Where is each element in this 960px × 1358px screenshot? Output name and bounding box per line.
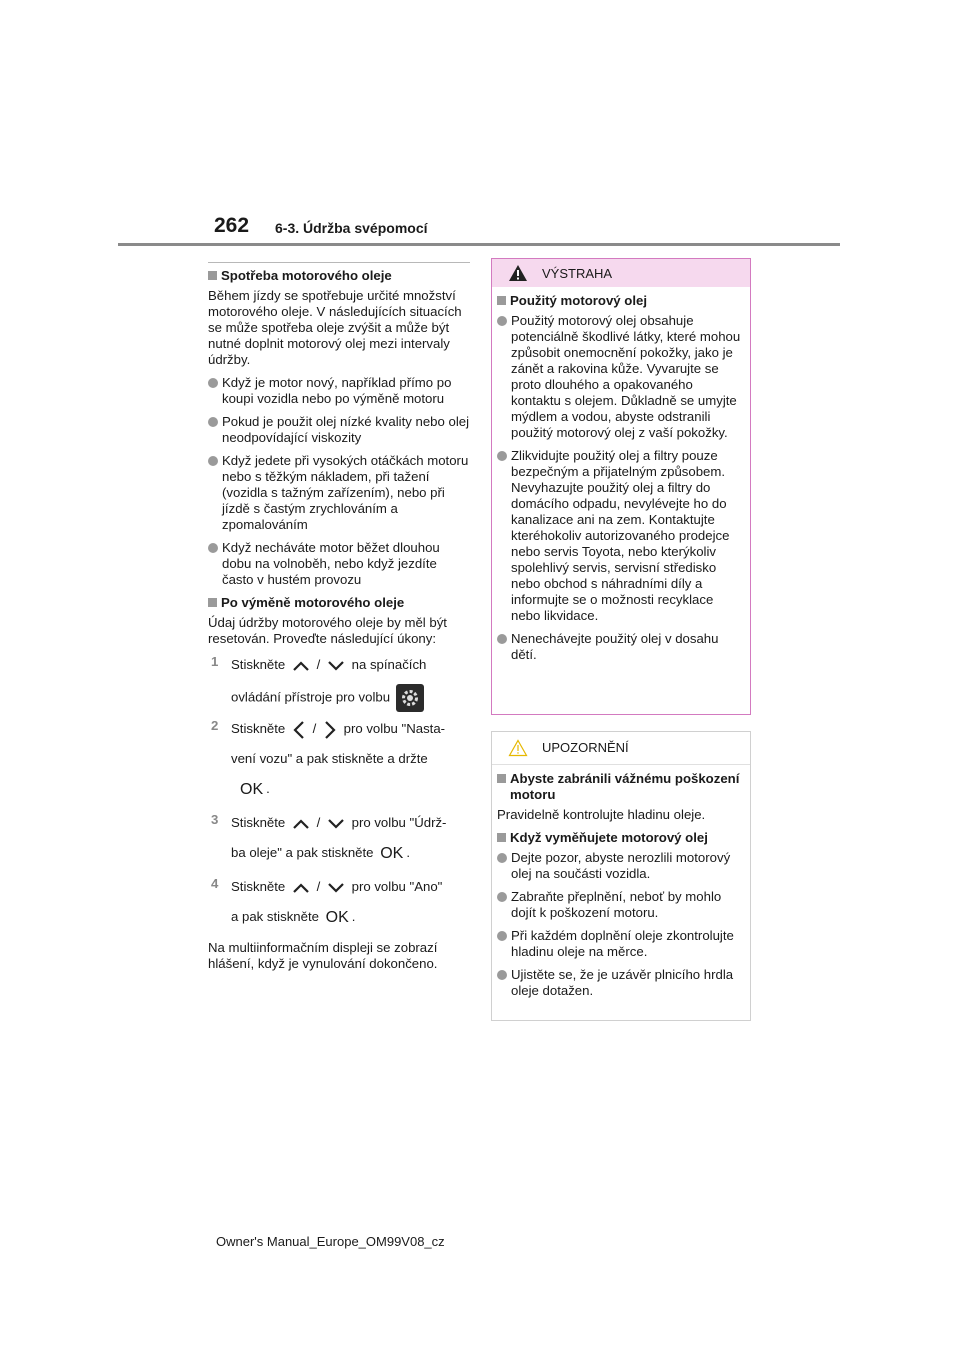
list-item (497, 889, 745, 921)
step-line (231, 718, 470, 748)
list-item (208, 375, 470, 407)
step-text: pro volbu "Údrž- (351, 815, 447, 830)
bullet-icon (497, 970, 507, 980)
step-2 (208, 718, 470, 808)
ok-icon: OK (380, 844, 404, 862)
step-text: a pak stiskněte (231, 909, 319, 924)
closing-text: Na multiinformačním displeji se zobrazí hlášení, když je vynulování dokončeno. (208, 940, 438, 971)
step-text: pro volbu "Nasta- (343, 721, 446, 736)
ok-icon: OK (240, 780, 264, 798)
step-text: Stiskněte (231, 657, 286, 672)
list-item (208, 414, 470, 446)
divider (208, 262, 470, 263)
step-number: 4 (211, 876, 219, 891)
left-column (208, 262, 470, 979)
square-bullet-icon (208, 271, 217, 280)
step-number: 2 (211, 718, 219, 733)
step-line (231, 748, 470, 778)
step-line (231, 876, 470, 906)
square-bullet-icon (497, 774, 506, 783)
step-4 (208, 876, 470, 936)
step-line (231, 778, 470, 808)
list-item-text: Když necháváte motor běžet dlouhou dobu na volnoběh, nebo když jezdíte často v hustém provozu (222, 540, 440, 587)
step-text: Stiskněte (231, 879, 286, 894)
section-heading-text: Po výměně motorového oleje (221, 595, 405, 610)
bullet-icon (497, 931, 507, 941)
step-line (231, 684, 470, 714)
chevron-up-icon (291, 817, 311, 831)
caution-header (492, 732, 750, 765)
consumption-text: Během jízdy se spotřebuje určité množství motorového oleje. V následujících situacích se může spotřeba oleje zvýšit a může být nutné doplnit motorový olej mezi intervaly údržby. (208, 288, 462, 367)
step-line (231, 654, 470, 684)
list-item (208, 540, 470, 588)
list-item-text: Pokud je použit olej nízké kvality nebo olej neodpovídající viskozity (222, 414, 470, 445)
list-item (497, 967, 745, 999)
section-heading-oil-change (497, 830, 745, 846)
warning-title: VÝSTRAHA (542, 266, 613, 281)
step-text: ovládání přístroje pro volbu (231, 689, 391, 705)
section-heading-prevent-damage (497, 771, 745, 803)
bullet-icon (208, 417, 218, 427)
section-heading-consumption (208, 268, 470, 284)
chevron-down-icon (326, 659, 346, 673)
list-item-text: Při každém doplnění oleje zkontrolujte hladinu oleje na měrce. (511, 928, 734, 959)
section-heading-used-oil (497, 293, 745, 309)
step-text: . (351, 909, 356, 924)
list-item-text: Zlikvidujte použitý olej a filtry pouze bezpečným a přijatelným způsobem. Nevyhazujte použitý olej a filtry do domácího odpadu, nevylévejte ho do kanalizace ani na zem. Kontaktujte kteréhokoliv autorizovaného prodejce nebo servis Toyota, nebo kterýkoliv spolehlivý servis, servisní středisko nebo obchod s náhradními díly a informujte se o možnosti recyklace nebo likvidace. (511, 448, 730, 623)
square-bullet-icon (497, 833, 506, 842)
list-item-text: Zabraňte přeplnění, neboť by mohlo dojít k poškození motoru. (511, 889, 722, 920)
section-title: 6-3. Údržba svépomocí (275, 220, 428, 236)
list-item-text: Použitý motorový olej obsahuje potenciálně škodlivé látky, které mohou způsobit onemocnění pokožky, jako je zánět a rakovina kůže. Vyvarujte se proto dlouhého a opakovaného kontaktu s olejem. Důkladně se umyjte mýdlem a vodou, abyste odstranili použitý motorový olej z vaší pokožky. (511, 313, 741, 440)
step-line (231, 842, 470, 872)
bullet-icon (497, 316, 507, 326)
step-text: Stiskněte (231, 721, 286, 736)
step-3 (208, 812, 470, 872)
step-number: 3 (211, 812, 219, 827)
caution-box (491, 731, 751, 1021)
list-item (497, 850, 745, 882)
section-heading-after-change (208, 595, 470, 611)
bullet-icon (208, 543, 218, 553)
page-number: 262 (214, 214, 250, 237)
after-change-text: Údaj údržby motorového oleje by měl být resetován. Proveďte následující úkony: (208, 615, 447, 646)
bullet-icon (497, 892, 507, 902)
chevron-left-icon (291, 719, 307, 741)
step-line (231, 906, 470, 936)
gear-icon (396, 684, 424, 712)
separator: / (312, 721, 317, 736)
chevron-down-icon (326, 881, 346, 895)
caution-text: Pravidelně kontrolujte hladinu oleje. (497, 807, 706, 822)
square-bullet-icon (208, 598, 217, 607)
list-item-text: Dejte pozor, abyste nerozlili motorový olej na součásti vozidla. (511, 850, 731, 881)
section-heading-text: Když vyměňujete motorový olej (510, 830, 708, 845)
warning-header (492, 259, 750, 287)
step-1 (208, 654, 470, 714)
bullet-icon (208, 378, 218, 388)
section-heading-text: Abyste zabránili vážnému poškození motoru (510, 771, 740, 802)
list-item-text: Nenechávejte použitý olej v dosahu dětí. (511, 631, 719, 662)
chevron-right-icon (322, 719, 338, 741)
square-bullet-icon (497, 296, 506, 305)
step-line (231, 812, 470, 842)
bullet-icon (497, 451, 507, 461)
section-heading-text: Spotřeba motorového oleje (221, 268, 392, 283)
step-text: . (266, 781, 270, 796)
ok-icon: OK (325, 908, 349, 926)
step-text: na spínačích (351, 657, 427, 672)
bullet-icon (208, 456, 218, 466)
step-text: vení vozu" a pak stiskněte a držte (231, 751, 428, 766)
caution-body (492, 765, 750, 999)
warning-triangle-icon (508, 264, 528, 282)
list-item (497, 631, 745, 663)
chevron-up-icon (291, 881, 311, 895)
step-text: ba oleje" a pak stiskněte (231, 845, 374, 860)
caution-title: UPOZORNĚNÍ (542, 740, 629, 755)
warning-box (491, 258, 751, 715)
step-text: Stiskněte (231, 815, 286, 830)
separator: / (316, 879, 321, 894)
bullet-icon (497, 634, 507, 644)
list-item-text: Když jedete při vysokých otáčkách motoru nebo s těžkým nákladem, při tažení (vozidla s tažným zařízením), nebo při jízdě s častým zrychlováním a zpomalováním (222, 453, 469, 532)
step-text: pro volbu "Ano" (351, 879, 443, 894)
separator: / (316, 657, 321, 672)
section-heading-text: Použitý motorový olej (510, 293, 648, 308)
list-item (497, 928, 745, 960)
separator: / (316, 815, 321, 830)
list-item (208, 453, 470, 533)
list-item (497, 448, 745, 624)
step-number: 1 (211, 654, 219, 669)
list-item (497, 313, 745, 441)
header-rule (118, 243, 840, 246)
footer-text: Owner's Manual_Europe_OM99V08_cz (216, 1234, 445, 1249)
step-text: . (406, 845, 410, 860)
list-item-text: Když je motor nový, například přímo po koupi vozidla nebo po výměně motoru (222, 375, 452, 406)
chevron-up-icon (291, 659, 311, 673)
bullet-icon (497, 853, 507, 863)
warning-body (492, 287, 750, 663)
chevron-down-icon (326, 817, 346, 831)
caution-triangle-icon (508, 739, 528, 757)
list-item-text: Ujistěte se, že je uzávěr plnicího hrdla oleje dotažen. (511, 967, 734, 998)
